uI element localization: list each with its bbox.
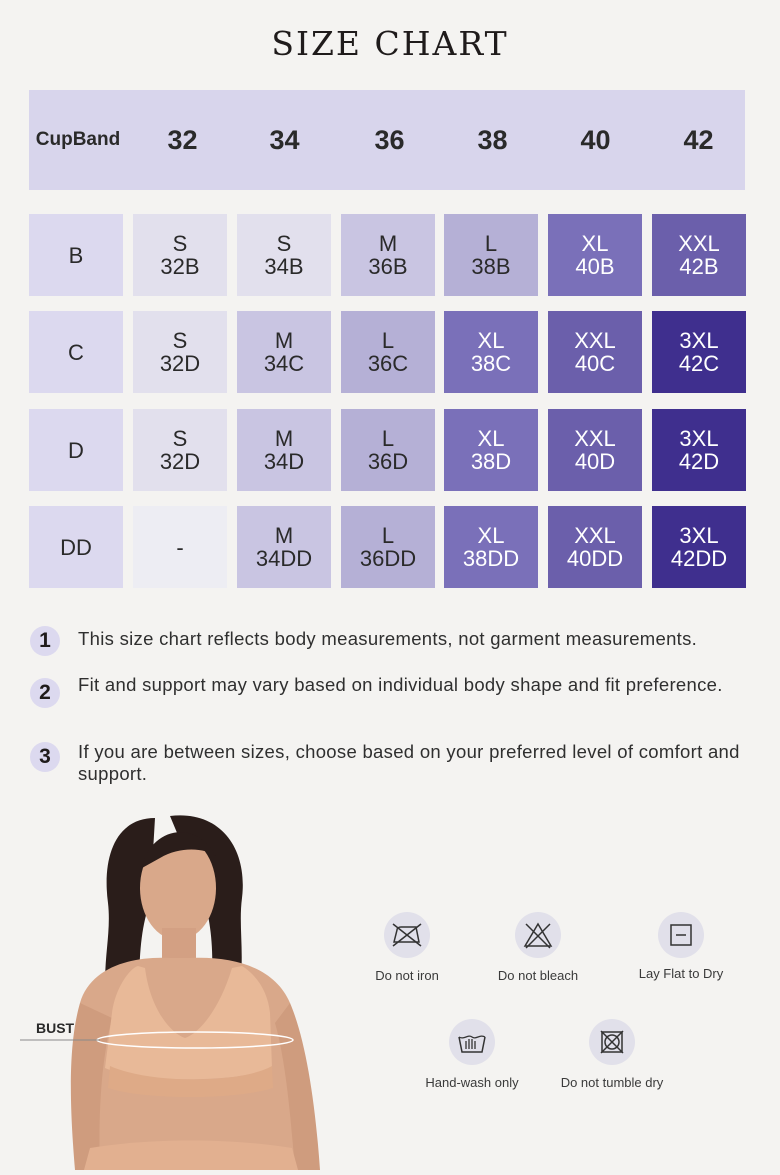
size-cell: XXL 42B — [652, 214, 746, 296]
note-item — [30, 741, 765, 785]
size-cell: XL 38DD — [444, 506, 538, 588]
no-tumble-dry-icon — [589, 1019, 635, 1065]
size-cell: M 36B — [341, 214, 435, 296]
size-cell: 3XL 42DD — [652, 506, 746, 588]
band-header-32: 32 — [167, 124, 198, 155]
size-cell: L 36C — [341, 311, 435, 393]
note-number-badge: 3 — [30, 742, 60, 772]
size-cell-empty: - — [133, 506, 227, 588]
size-cell: L 38B — [444, 214, 538, 296]
band-header-38: 38 — [477, 124, 508, 155]
size-cell: M 34C — [237, 311, 331, 393]
size-cell: M 34D — [237, 409, 331, 491]
size-cell: S 32D — [133, 409, 227, 491]
size-cell: XL 40B — [548, 214, 642, 296]
size-cell: S 34B — [237, 214, 331, 296]
size-cell: S 32B — [133, 214, 227, 296]
note-number-badge: 2 — [30, 678, 60, 708]
lay-flat-icon — [658, 912, 704, 958]
cup-label-b: B — [29, 214, 123, 296]
size-cell: S 32D — [133, 311, 227, 393]
note-text: If you are between sizes, choose based on your preferred level of comfort and support. — [78, 741, 740, 784]
bust-label: BUST — [36, 1020, 75, 1036]
cup-label-c: C — [29, 311, 123, 393]
band-header-36: 36 — [374, 124, 405, 155]
care-label: Hand-wash only — [425, 1075, 519, 1090]
care-item — [402, 1019, 542, 1090]
care-item — [468, 912, 608, 983]
size-cell: L 36D — [341, 409, 435, 491]
hand-wash-icon — [449, 1019, 495, 1065]
model-photo — [20, 808, 350, 1170]
size-cell: M 34DD — [237, 506, 331, 588]
note-item — [30, 674, 765, 708]
care-label: Lay Flat to Dry — [638, 966, 724, 981]
size-table-header — [29, 90, 745, 190]
care-label: Do not bleach — [497, 968, 579, 983]
no-bleach-icon — [515, 912, 561, 958]
size-cell: XXL 40DD — [548, 506, 642, 588]
size-cell: XL 38D — [444, 409, 538, 491]
size-cell: XL 38C — [444, 311, 538, 393]
cup-band-header: CupBand — [35, 129, 121, 150]
cup-label-d: D — [29, 409, 123, 491]
care-label: Do not tumble dry — [560, 1075, 664, 1090]
note-item — [30, 626, 765, 656]
band-header-34: 34 — [269, 124, 300, 155]
size-cell: XXL 40C — [548, 311, 642, 393]
band-header-40: 40 — [580, 124, 611, 155]
note-number-badge: 1 — [30, 626, 60, 656]
size-cell: 3XL 42D — [652, 409, 746, 491]
size-cell: 3XL 42C — [652, 311, 746, 393]
care-item — [611, 912, 751, 981]
care-label: Do not iron — [375, 968, 439, 983]
note-text: Fit and support may vary based on individual body shape and fit preference. — [78, 674, 723, 695]
care-item — [337, 912, 477, 983]
band-header-42: 42 — [683, 124, 714, 155]
cup-label-dd: DD — [29, 506, 123, 588]
note-text: This size chart reflects body measurements, not garment measurements. — [78, 628, 698, 649]
size-cell: L 36DD — [341, 506, 435, 588]
no-iron-icon — [384, 912, 430, 958]
size-cell: XXL 40D — [548, 409, 642, 491]
model-illustration — [20, 808, 350, 1170]
care-item — [542, 1019, 682, 1090]
page-title: SIZE CHART — [271, 24, 509, 63]
